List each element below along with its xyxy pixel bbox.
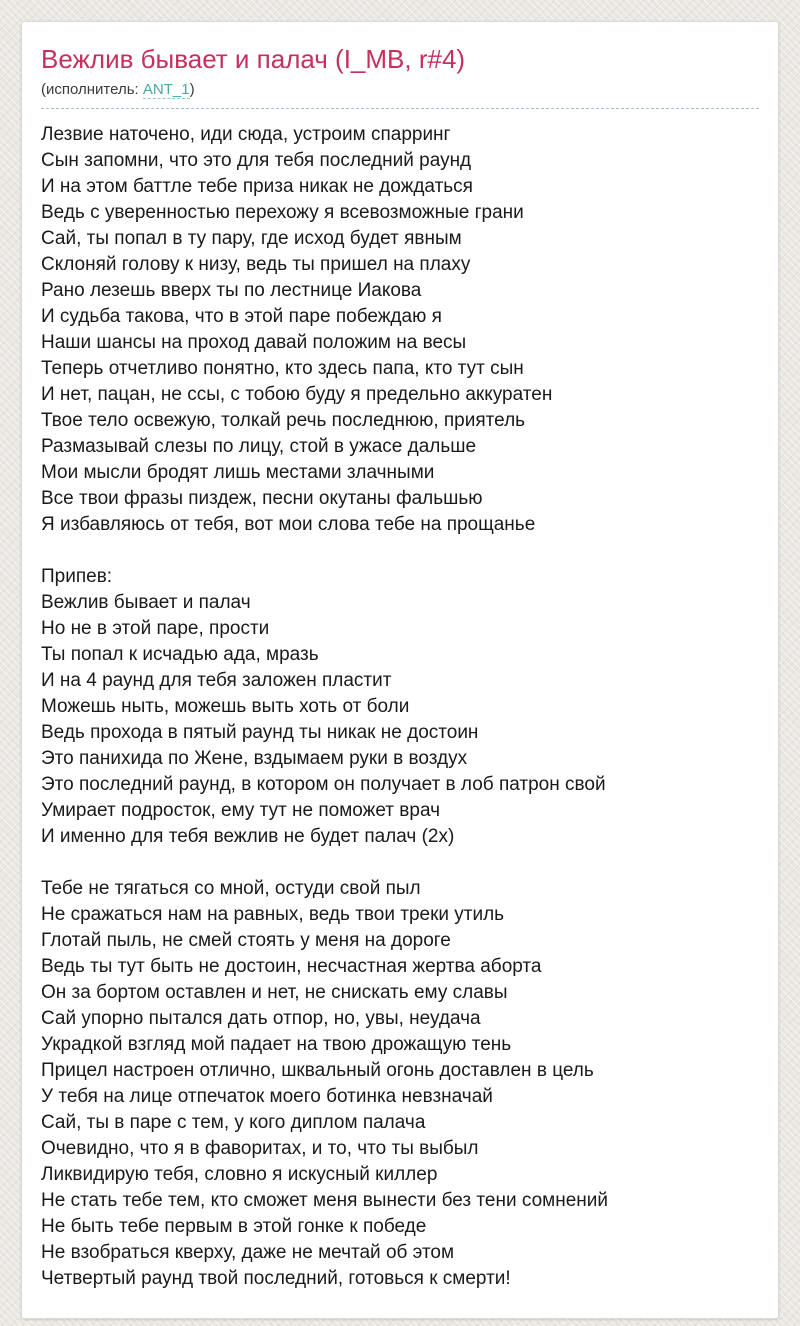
lyric-line: И на 4 раунд для тебя заложен пластит bbox=[41, 670, 392, 691]
lyric-line: Сай, ты попал в ту пару, где исход будет явным bbox=[41, 228, 462, 249]
lyric-line: И именно для тебя вежлив не будет палач (2x) bbox=[41, 826, 455, 847]
lyrics-block bbox=[41, 876, 759, 1292]
lyric-line: Все твои фразы пиздеж, песни окутаны фальшью bbox=[41, 488, 483, 509]
lyric-line: Не стать тебе тем, кто сможет меня вынести без тени сомнений bbox=[41, 1190, 608, 1211]
lyric-line: Размазывай слезы по лицу, стой в ужасе дальше bbox=[41, 436, 477, 457]
lyric-line: Ликвидирую тебя, словно я искусный киллер bbox=[41, 1164, 438, 1185]
lyric-line: Сай упорно пытался дать отпор, но, увы, неудача bbox=[41, 1008, 481, 1029]
artist-line bbox=[41, 81, 759, 109]
lyric-line: Склоняй голову к низу, ведь ты пришел на плаху bbox=[41, 254, 471, 275]
lyric-line: Ведь с уверенностью перехожу я всевозможные грани bbox=[41, 202, 524, 223]
lyric-line: Сын запомни, что это для тебя последний раунд bbox=[41, 150, 472, 171]
lyric-line: У тебя на лице отпечаток моего ботинка невзначай bbox=[41, 1086, 493, 1107]
lyric-line: Глотай пыль, не смей стоять у меня на дороге bbox=[41, 930, 451, 951]
lyric-line: Рано лезешь вверх ты по лестнице Иакова bbox=[41, 280, 422, 301]
lyrics-block bbox=[41, 564, 759, 850]
lyric-line: Ведь ты тут быть не достоин, несчастная жертва аборта bbox=[41, 956, 542, 977]
lyric-line: Ты попал к исчадью ада, мразь bbox=[41, 644, 319, 665]
lyric-line: Я избавляюсь от тебя, вот мои слова тебе на прощанье bbox=[41, 514, 536, 535]
lyric-line: Припев: bbox=[41, 566, 113, 587]
lyric-line: Тебе не тягаться со мной, остуди свой пыл bbox=[41, 878, 421, 899]
lyric-line: Но не в этой паре, прости bbox=[41, 618, 270, 639]
lyric-line: Мои мысли бродят лишь местами злачными bbox=[41, 462, 435, 483]
artist-link[interactable]: ANT_1 bbox=[142, 81, 190, 98]
lyric-line: Ведь прохода в пятый раунд ты никак не достоин bbox=[41, 722, 479, 743]
lyric-line: Вежлив бывает и палач bbox=[41, 592, 251, 613]
song-title: Вежлив бывает и палач (I_MB, r#4) bbox=[41, 44, 466, 74]
lyric-line: Это панихида по Жене, вздымаем руки в воздух bbox=[41, 748, 468, 769]
lyric-line: Сай, ты в паре с тем, у кого диплом палача bbox=[41, 1112, 426, 1133]
lyric-line: Можешь ныть, можешь выть хоть от боли bbox=[41, 696, 410, 717]
lyric-line: Он за бортом оставлен и нет, не снискать ему славы bbox=[41, 982, 508, 1003]
lyric-line: Теперь отчетливо понятно, кто здесь папа, кто тут сын bbox=[41, 358, 524, 379]
lyric-line: Не быть тебе первым в этой гонке к победе bbox=[41, 1216, 427, 1237]
lyric-line: Четвертый раунд твой последний, готовься к смерти! bbox=[41, 1268, 511, 1289]
lyrics-card bbox=[21, 21, 779, 1319]
lyric-line: Не сражаться нам на равных, ведь твои треки утиль bbox=[41, 904, 505, 925]
lyrics-text bbox=[41, 122, 759, 1292]
lyric-line: Твое тело освежую, толкай речь последнюю, приятель bbox=[41, 410, 526, 431]
lyric-line: И нет, пацан, не ссы, с тобою буду я предельно аккуратен bbox=[41, 384, 553, 405]
lyric-line: Это последний раунд, в котором он получает в лоб патрон свой bbox=[41, 774, 606, 795]
lyric-line: Не взобраться кверху, даже не мечтай об этом bbox=[41, 1242, 455, 1263]
lyric-line: Очевидно, что я в фаворитах, и то, что ты выбыл bbox=[41, 1138, 479, 1159]
lyrics-block bbox=[41, 122, 759, 538]
lyric-line: Лезвие наточено, иди сюда, устроим спарринг bbox=[41, 124, 451, 145]
lyric-line: Прицел настроен отлично, шквальный огонь доставлен в цель bbox=[41, 1060, 594, 1081]
lyric-line: Умирает подросток, ему тут не поможет врач bbox=[41, 800, 440, 821]
artist-label: (исполнитель: bbox=[41, 81, 143, 98]
lyric-line: И на этом баттле тебе приза никак не дождаться bbox=[41, 176, 473, 197]
lyric-line: Наши шансы на проход давай положим на весы bbox=[41, 332, 467, 353]
lyric-line: Украдкой взгляд мой падает на твою дрожащую тень bbox=[41, 1034, 512, 1055]
lyric-line: И судьба такова, что в этой паре побеждаю я bbox=[41, 306, 442, 327]
artist-suffix: ) bbox=[189, 81, 195, 98]
